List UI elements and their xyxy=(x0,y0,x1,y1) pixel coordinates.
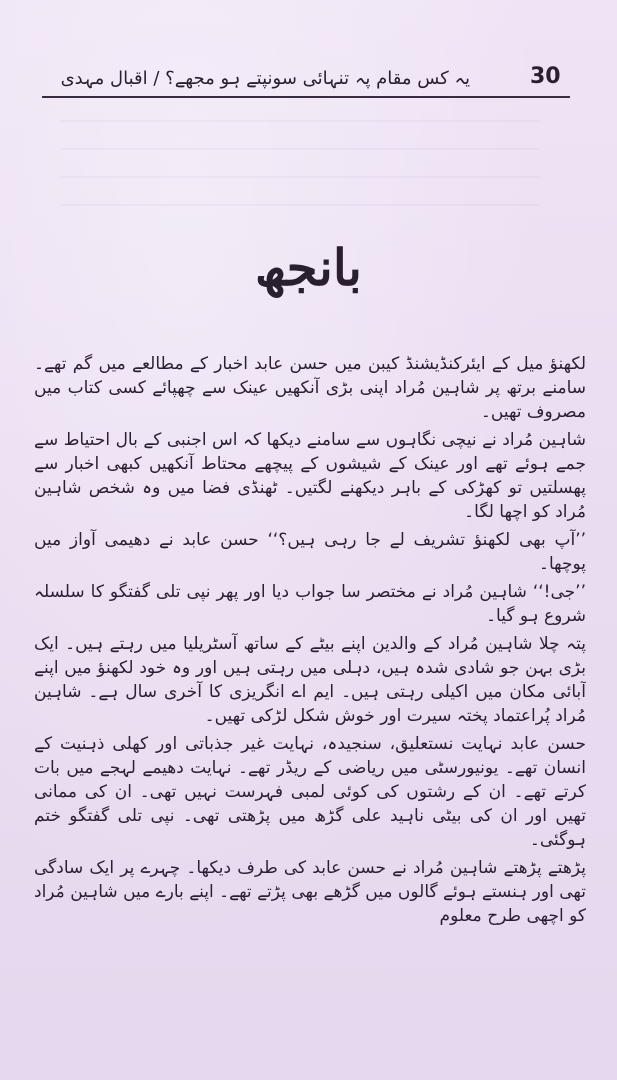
story-body xyxy=(34,352,586,1072)
paragraph: پتہ چلا شاہین مُراد کے والدین اپنے بیٹے کے ساتھ آسٹریلیا میں رہتے ہیں۔ ایک بڑی بہن جو شادی شدہ ہیں، دہلی میں رہتی ہیں اور وہ خود لکھنؤ میں اپنے آبائی مکان میں اکیلی رہتی ہیں۔ ایم اے انگریزی کا آخری سال ہے۔ شاہین مُراد پُراعتماد پختہ سیرت اور خوش شکل لڑکی تھیں۔ xyxy=(34,634,586,726)
header-rule xyxy=(42,96,570,98)
paragraph: شاہین مُراد نے نیچی نگاہوں سے سامنے دیکھا کہ اس اجنبی کے بال احتیاط سے جمے ہوئے تھے اور عینک کے شیشوں کے پیچھے محتاط آنکھیں کبھی اخبار سے پھسلتیں تو کھڑکی کے باہر دیکھنے لگتیں۔ ٹھنڈی فضا میں وہ شخص شاہین مُراد کو اچھا لگا۔ xyxy=(34,430,586,522)
page-header xyxy=(0,58,617,94)
paragraph: ’’آپ بھی لکھنؤ تشریف لے جا رہی ہیں؟‘‘ حسن عابد نے دھیمی آواز میں پوچھا۔ xyxy=(34,530,586,574)
story-title: بانجھ xyxy=(255,238,362,297)
paragraph: حسن عابد نہایت نستعلیق، سنجیدہ، نہایت غیر جذباتی اور کھلی ذہنیت کے انسان تھے۔ یونیورسٹی میں ریاضی کے ریڈر تھے۔ نہایت دھیمے لہجے میں بات کرتے تھے۔ ان کے رشتوں کی کوئی لمبی فہرست نہیں تھی۔ ان کی ممانی تھیں اور ان کی بیٹی ناہید علی گڑھ میں پڑھتی تھی۔ نپی تلی گفتگو ختم ہوگئی۔ xyxy=(34,734,586,850)
paragraph: پڑھتے پڑھتے شاہین مُراد نے حسن عابد کی طرف دیکھا۔ چہرے پر ایک سادگی تھی اور ہنستے ہوئے گالوں میں گڑھے بھی پڑتے تھے۔ اپنے بارے میں شاہین مُراد کو اچھی طرح معلوم xyxy=(34,858,586,926)
running-head: یہ کس مقام پہ تنہائی سونپتے ہو مجھے؟ / اقبال مہدی xyxy=(60,68,470,89)
page-number: 30 xyxy=(530,64,561,89)
show-through-text xyxy=(60,120,540,210)
paragraph: لکھنؤ میل کے ایئرکنڈیشنڈ کیبن میں حسن عابد اخبار کے مطالعے میں گم تھے۔ سامنے برتھ پر شاہین مُراد اپنی بڑی آنکھیں عینک سے چھپائے کسی کتاب میں مصروف تھیں۔ xyxy=(34,354,586,422)
paragraph: ’’جی!‘‘ شاہین مُراد نے مختصر سا جواب دیا اور پھر نپی تلی گفتگو کا سلسلہ شروع ہو گیا۔ xyxy=(34,582,586,626)
